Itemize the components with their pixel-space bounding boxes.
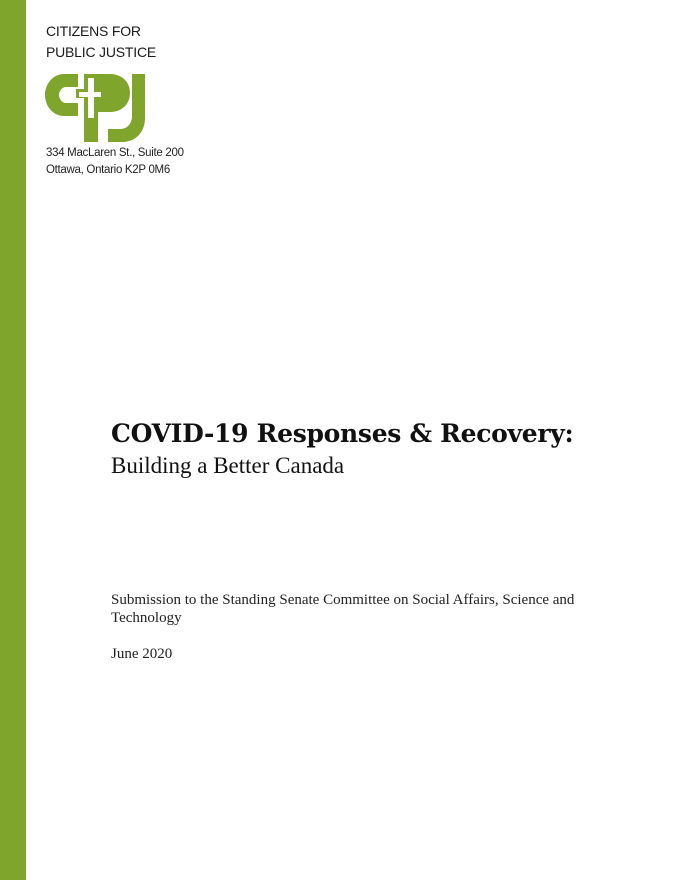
document-date: June 2020 [111, 646, 173, 662]
submission-statement: Submission to the Standing Senate Committee on Social Affairs, Science and Technology [111, 592, 575, 626]
address-line1: 334 MacLaren St., Suite 200 [46, 147, 184, 159]
address-line2: Ottawa, Ontario K2P 0M6 [46, 164, 170, 176]
title-block [111, 418, 573, 482]
accent-side-bar [0, 0, 26, 880]
organization-address [46, 145, 184, 179]
organization-name-line1: CITIZENS FOR [46, 23, 141, 39]
document-subtitle: Building a Better Canada [111, 453, 345, 478]
organization-name-line2: PUBLIC JUSTICE [46, 44, 156, 60]
cpj-logo-icon [44, 72, 146, 144]
organization-name [46, 21, 156, 63]
document-title: COVID-19 Responses & Recovery: [111, 419, 574, 448]
